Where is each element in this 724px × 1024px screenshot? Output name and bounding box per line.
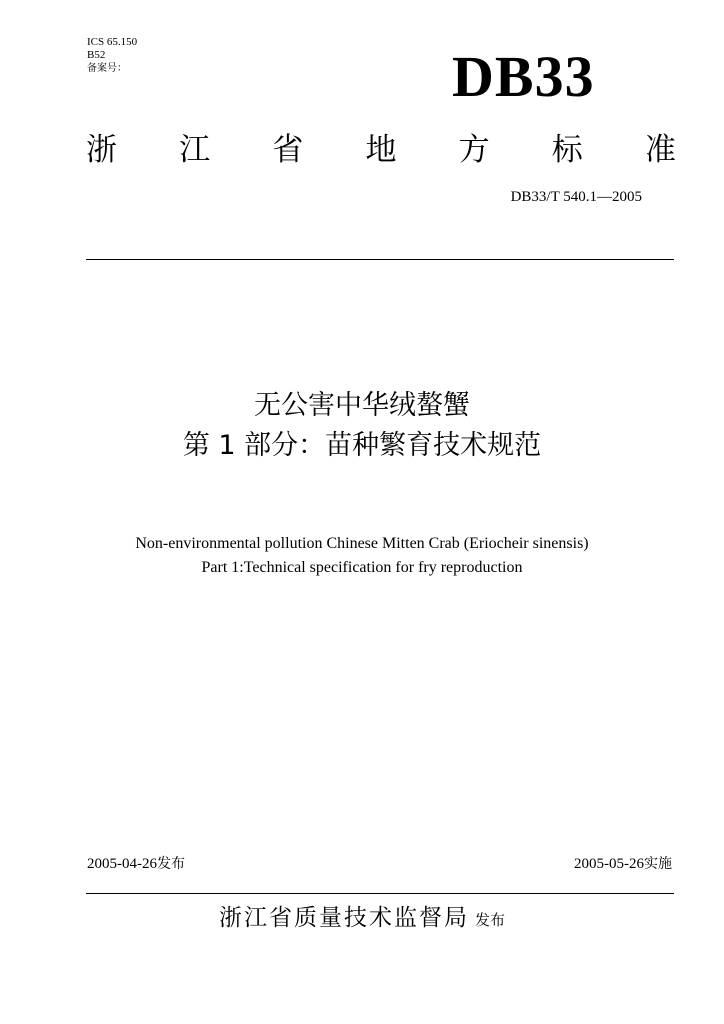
standard-type-char: 方	[458, 132, 490, 168]
ccs-code: B52	[87, 49, 106, 61]
standard-type-char: 地	[365, 132, 397, 168]
title-en-main: Non-environmental pollution Chinese Mitten Crab (Eriocheir sinensis)	[135, 535, 589, 552]
ics-code: ICS 65.150	[87, 36, 138, 48]
issue-date	[87, 854, 185, 874]
bottom-divider	[86, 893, 674, 894]
issuer-suffix: 发布	[474, 911, 505, 929]
implement-date-label: 实施	[644, 856, 672, 872]
standard-type-char: 省	[272, 132, 304, 168]
title-cn-part: 第 1 部分：苗种繁育技术规范	[182, 430, 542, 461]
title-en-part: Part 1:Technical specification for fry reproduction	[201, 559, 523, 576]
standard-type-char: 标	[551, 132, 583, 168]
top-divider	[86, 259, 674, 260]
db33-logo: DB33	[452, 44, 595, 109]
standard-type-char: 准	[644, 132, 676, 168]
issue-date-label: 发布	[157, 856, 185, 872]
standard-type-title	[86, 128, 676, 172]
implement-date	[574, 854, 672, 874]
issue-date-value: 2005-04-26	[87, 856, 157, 872]
title-cn-main: 无公害中华绒螯蟹	[254, 390, 470, 421]
standard-type-char: 江	[179, 132, 211, 168]
issuer	[0, 900, 724, 938]
issuer-name: 浙江省质量技术监督局	[218, 905, 469, 931]
filing-number-label: 备案号：	[87, 63, 127, 74]
implement-date-value: 2005-05-26	[574, 856, 644, 872]
standard-number: DB33/T 540.1—2005	[510, 189, 642, 205]
standard-type-char: 浙	[86, 132, 117, 168]
